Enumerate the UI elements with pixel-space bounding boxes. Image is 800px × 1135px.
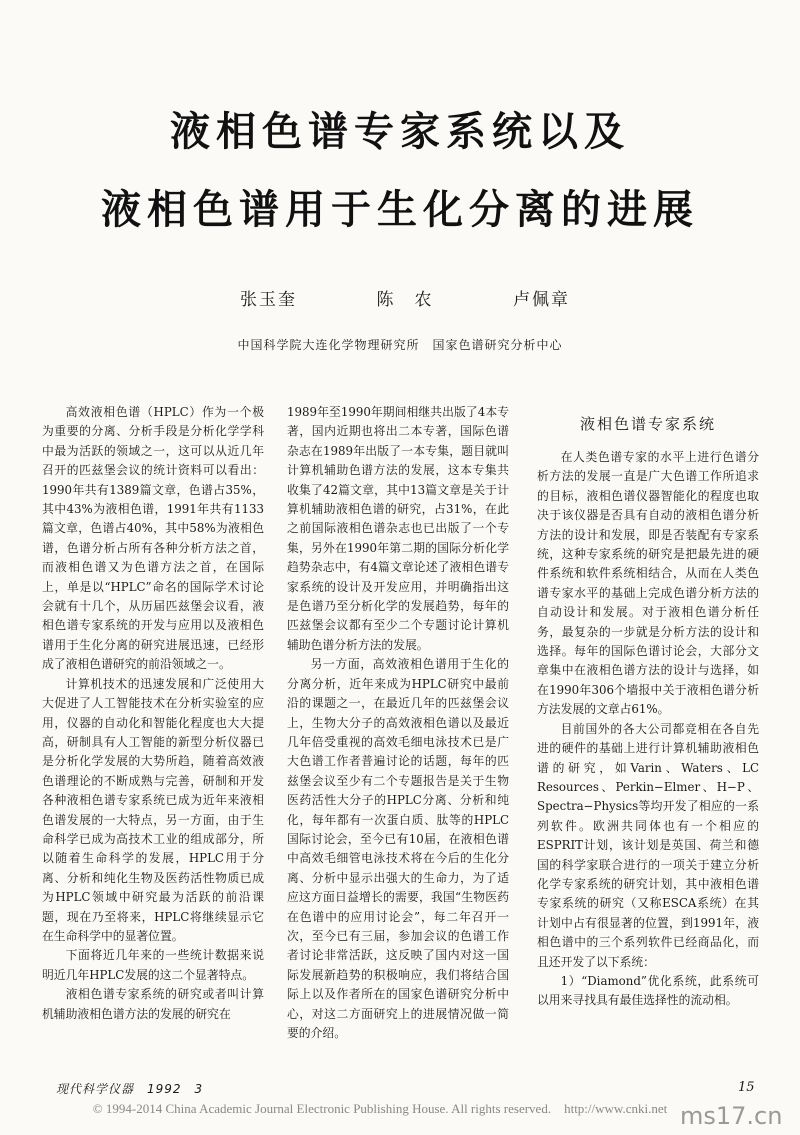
affiliation: 中国科学院大连化学物理研究所 国家色谱研究分析中心: [237, 338, 563, 352]
title-line-1: 液相色谱专家系统以及: [170, 109, 630, 155]
author-1: 张玉奎: [240, 290, 297, 310]
paragraph: 1）“Diamond”优化系统，此系统可以用来寻找具有最佳选择性的流动相。: [537, 973, 759, 1008]
column-1: [42, 403, 264, 1024]
title-line-2: 液相色谱用于生化分离的进展: [101, 187, 699, 233]
paragraph: 计算机技术的迅速发展和广泛使用大大促进了人工智能技术在分析实验室的应用，仪器的自动化和智能化程度也大大提高，研制具有人工智能的新型分析仪器已是分析化学发展的大势所趋，随着高效液色谱理论的不断成熟与完善，研制和开发各种液相色谱专家系统已成为近年来液相色谱发展的一大特点，另一方面，由于生命科学已成为高技术工业的组成部分，所以随着生命科学的发展，HPLC用于分离、分析和纯化生物及医药活性物质已成为HPLC领域中研究最为活跃的前沿课题，现在乃至将来，HPLC将继续显示它在生命科学中的显著位置。: [42, 676, 264, 943]
watermark: ms17.cn: [680, 1102, 783, 1130]
column-2: [287, 403, 509, 1043]
page-number: 15: [738, 1080, 755, 1095]
author-3: 卢佩章: [513, 290, 570, 310]
authors: [240, 285, 570, 310]
copyright-notice: © 1994-2014 China Academic Journal Electronic Publishing House. All rights reserved. http://www.cnki.net: [92, 1101, 668, 1116]
footer-journal: 现代科学仪器 1992 3: [56, 1082, 204, 1096]
paragraph: 1989年至1990年期间相继共出版了4本专著，国内近期也将出二本专著，国际色谱杂志在1989年出版了一本专集，题目就叫计算机辅助色谱方法的发展，这本专集共收集了42篇文章，其中13篇文章是关于计算机辅助液相色谱的研究，占31%，在此之前国际液相色谱杂志也已出版了一个专集，另外在1990年第二期的国际分析化学趋势杂志中，有4篇文章论述了液相色谱专家系统的设计及开发应用，并明确指出这是色谱乃至分析化学的发展趋势，每年的匹兹堡会议都有至少二个专题讨论计算机辅助色谱分析方法的发展。: [287, 405, 509, 652]
column-3: [537, 448, 759, 1011]
paragraph: 液相色谱专家系统的研究或者叫计算机辅助液相色谱方法的发展的研究在: [42, 987, 264, 1021]
author-2: 陈 农: [376, 290, 434, 310]
paragraph: 高效液相色谱（HPLC）作为一个极为重要的分离、分析手段是分析化学学科中最为活跃的领域之一，这可以从近几年召开的匹兹堡会议的统计资料可以看出：1990年共有1389篇文章，色谱占35%，其中43%为液相色谱，1991年共有1133篇文章，色谱占40%，其中58%为液相色谱，色谱分析占所有各种分析方法之首，而液相色谱又为色谱方法之首，在国际上，单是以“HPLC”命名的国际学术讨论会就有十几个，从历届匹兹堡会议看，液相色谱专家系统的开发与应用以及液相色谱用于生化分离的研究进展迅速，已经形成了液相色谱研究的前沿领域之一。: [42, 405, 264, 672]
paragraph: 下面将近几年来的一些统计数据来说明近几年HPLC发展的这二个显著特点。: [42, 948, 264, 982]
paragraph: 目前国外的各大公司都竞相在各自先进的硬件的基础上进行计算机辅助液相色谱的研究，如Varin、Waters、LC Resources、Perkin−Elmer、H−P、Spectra−Physics等均开发了相应的一系列软件。欧洲共同体也有一个相应的ESPRIT计划，该计划是英国、荷兰和德国的科学家联合进行的一项关于建立分析化学专家系统的研究计划，其中液相色谱专家系统的研究（又称ESCA系统）在其计划中占有很显著的位置，到1991年，液相色谱中的三个系列软件已经商品化，而且还开发了以下系统：: [537, 721, 759, 969]
paragraph: 在人类色谱专家的水平上进行色谱分析方法的发展一直是广大色谱工作所追求的目标，液相色谱仪器智能化的程度也取决于该仪器是否具有自动的液相色谱分析方法的设计和发展，即是否装配有专家系统，这种专家系统的研究是把最先进的硬件系统和软件系统相结合，从而在人类色谱专家水平的基础上完成色谱分析方法的自动设计和发展。对于液相色谱分析任务，最复杂的一步就是分析方法的设计和选择。每年的国际色谱讨论会，大部分文章集中在液相色谱方法的设计与选择，如在1990年306个墙报中关于液相色谱分析方法发展的文章占61%。: [537, 450, 759, 717]
paragraph: 另一方面，高效液相色谱用于生化的分离分析，近年来成为HPLC研究中最前沿的课题之一，在最近几年的匹兹堡会议上，生物大分子的高效液相色谱以及最近几年倍受重视的高效毛细电泳技术已是广大色谱工作者普遍讨论的话题，每年的匹兹堡会议至少有二个专题报告是关于生物医药活性大分子的HPLC分离、分析和纯化，每年都有一次蛋白质、肽等的HPLC国际讨论会，至今已有10届，在液相色谱中高效毛细管电泳技术将在今后的生化分离、分析中显示出强大的生命力，为了适应这方面日益增长的需要，我国“生物医药在色谱中的应用讨论会”，每二年召开一次，至今已有三届，参加会议的色谱工作者讨论非常活跃，这反映了国内对这一国际发展新趋势的积极响应，我们将结合国际上以及作者所在的国家色谱研究分析中心，对这二方面研究上的进展情况做一简要的介绍。: [287, 657, 509, 1040]
section-heading: 液相色谱专家系统: [579, 415, 716, 433]
